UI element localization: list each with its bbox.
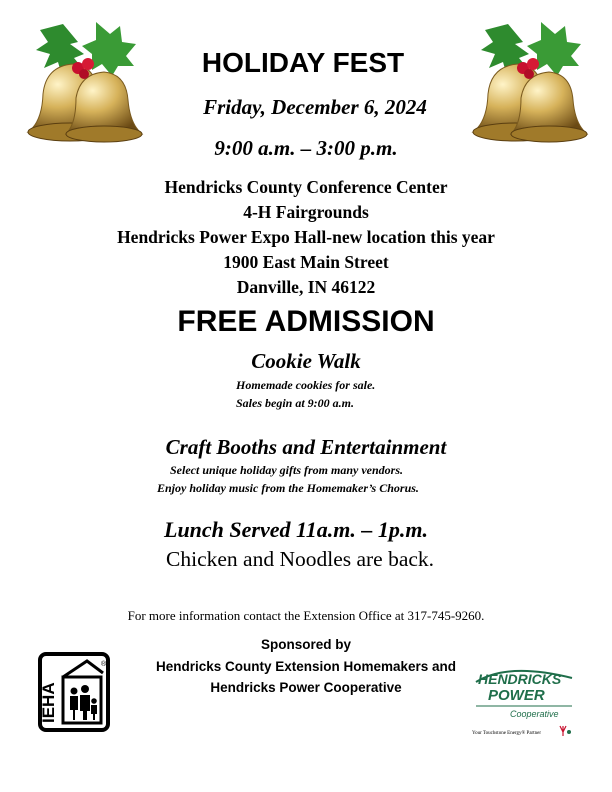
hendricks-power-logo	[468, 664, 580, 742]
venue-line: Hendricks Power Expo Hall-new location this year	[117, 227, 495, 247]
venue-line: 4-H Fairgrounds	[243, 202, 369, 222]
sponsor-label: Sponsored by	[260, 637, 351, 652]
power-logo-line2: POWER	[488, 687, 545, 704]
event-time: 9:00 a.m. – 3:00 p.m.	[214, 136, 398, 160]
christmas-bells-icon	[463, 14, 593, 149]
power-logo-line1: HENDRICKS	[478, 671, 562, 687]
admission-heading: FREE ADMISSION	[177, 305, 435, 338]
lunch-detail: Chicken and Noodles are back.	[166, 547, 435, 571]
venue-city: Danville, IN 46122	[236, 277, 376, 297]
sponsor-name: Hendricks Power Cooperative	[210, 680, 402, 695]
event-title: HOLIDAY FEST	[201, 47, 405, 78]
cookie-walk-detail: Homemade cookies for sale.	[236, 378, 376, 392]
power-logo-line3: Cooperative	[510, 709, 559, 719]
craft-booths-heading: Craft Booths and Entertainment	[165, 435, 447, 459]
ieha-logo-text: IEHA	[39, 682, 58, 723]
cookie-walk-heading: Cookie Walk	[251, 349, 361, 373]
venue-line: Hendricks County Conference Center	[164, 177, 448, 197]
power-logo-tagline: Your Touchstone Energy® Partner	[472, 731, 541, 736]
contact-info: For more information contact the Extension Office at 317-745-9260.	[127, 608, 485, 623]
cookie-walk-detail: Sales begin at 9:00 a.m.	[236, 396, 355, 410]
sponsor-name: Hendricks County Extension Homemakers and	[155, 659, 457, 674]
ieha-logo	[37, 651, 111, 733]
craft-booths-detail: Enjoy holiday music from the Homemaker’s Chorus.	[157, 481, 419, 495]
registered-mark: ®	[101, 661, 107, 668]
venue-address: 1900 East Main Street	[223, 252, 389, 272]
christmas-bells-icon	[18, 14, 148, 149]
lunch-heading: Lunch Served 11a.m. – 1p.m.	[164, 517, 429, 542]
event-date: Friday, December 6, 2024	[203, 95, 427, 119]
craft-booths-detail: Select unique holiday gifts from many vendors.	[170, 463, 404, 477]
